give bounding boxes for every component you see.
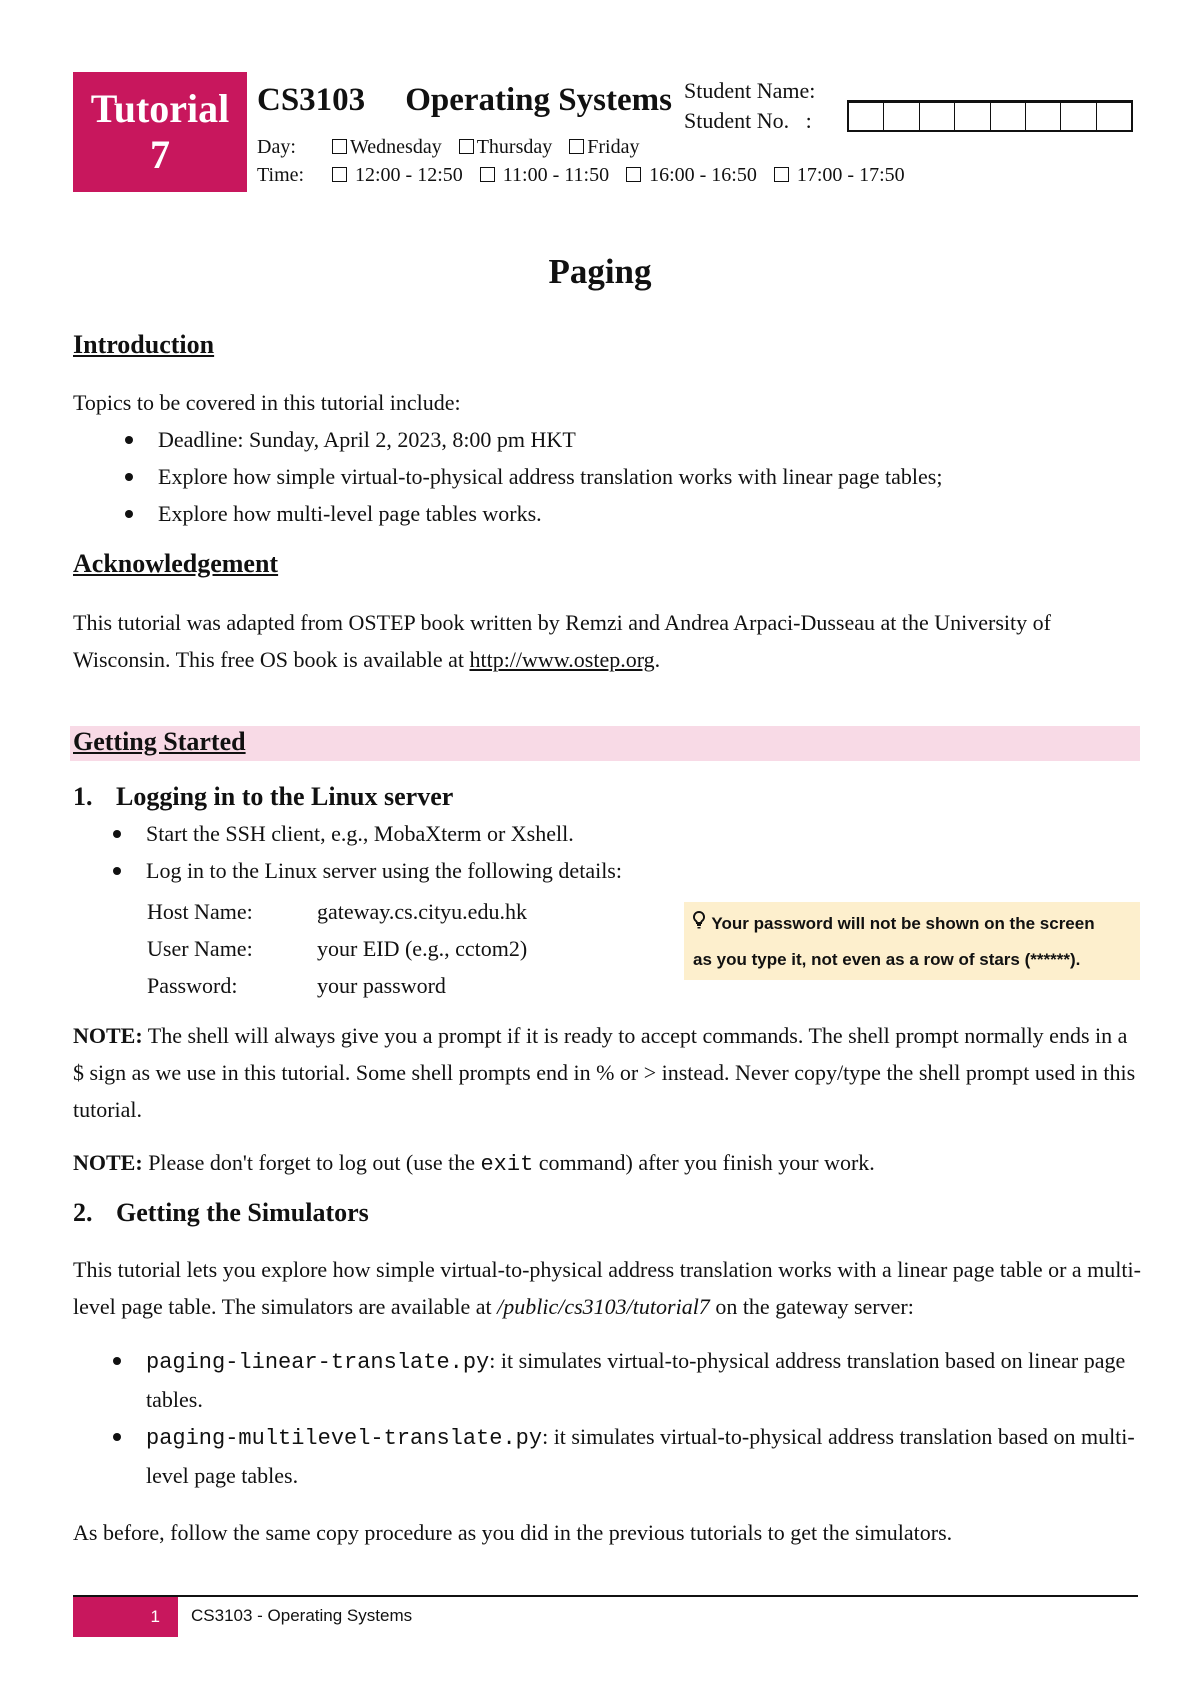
list-item: Log in to the Linux server using the following details: [73,852,1143,889]
host-row: Host Name: gateway.cs.cityu.edu.hk [147,899,527,924]
list-item: Explore how simple virtual-to-physical address translation works with linear page tables; [73,458,1143,495]
lightbulb-icon [693,906,707,942]
password-row: Password: your password [147,973,446,998]
student-no-boxes[interactable] [847,100,1133,132]
simulator-list [73,1342,1143,1494]
time-option-3[interactable]: 16:00 - 16:50 [626,164,757,186]
tutorial-number: 7 [150,132,170,177]
list-item: Explore how multi-level page tables works. [73,495,1143,532]
list-item: Start the SSH client, e.g., MobaXterm or Xshell. [73,815,1143,852]
footer-divider [73,1595,1138,1597]
day-option-thursday[interactable]: Thursday [459,136,553,158]
introduction-lead: Topics to be covered in this tutorial include: [73,390,461,415]
section-2-heading: 2. Getting the Simulators [73,1198,369,1227]
course-code: CS3103 [257,82,366,118]
getting-started-heading: Getting Started [73,727,246,756]
introduction-list [73,421,1143,532]
page-number: 1 [73,1597,178,1637]
tutorial-badge [73,72,247,192]
student-info [684,76,815,136]
time-option-2[interactable]: 11:00 - 11:50 [480,164,609,186]
course-title [257,82,672,119]
day-row [257,136,651,159]
password-tip: Your password will not be shown on the screen as you type it, not even as a row of stars (******). [684,902,1140,980]
day-label: Day: [257,136,296,158]
section-2-closing: As before, follow the same copy procedure as you did in the previous tutorials to get the simulators. [73,1520,953,1545]
time-label: Time: [257,164,305,186]
checkbox-icon[interactable] [480,167,495,182]
checkbox-icon[interactable] [626,167,641,182]
checkbox-icon[interactable] [332,139,347,154]
introduction-heading: Introduction [73,330,215,359]
section-1-list [73,815,1143,889]
checkbox-icon[interactable] [774,167,789,182]
footer-text: CS3103 - Operating Systems [191,1606,413,1625]
page-title: Paging [548,252,652,291]
time-row [257,164,917,187]
note-shell-prompt: NOTE: The shell will always give you a prompt if it is ready to accept commands. The shell prompt normally ends in a $ sign as we use in this tutorial. Some shell prompts end in % or > instead. Never copy/type the shell prompt used in this tutorial. [73,1023,1136,1122]
student-no-label: Student No. : [684,108,812,133]
note-logout: NOTE: Please don't forget to log out (use the exit command) after you finish your work. [73,1150,875,1177]
list-item: Deadline: Sunday, April 2, 2023, 8:00 pm HKT [73,421,1143,458]
course-name: Operating Systems [405,82,672,118]
acknowledgement-heading: Acknowledgement [73,549,279,578]
time-option-1[interactable]: 12:00 - 12:50 [332,164,463,186]
user-row: User Name: your EID (e.g., cctom2) [147,936,528,961]
list-item: paging-linear-translate.py: it simulates virtual-to-physical address translation based on linear page tables. [73,1342,1143,1418]
day-option-friday[interactable]: Friday [569,136,639,158]
day-option-wednesday[interactable]: Wednesday [332,136,442,158]
list-item: paging-multilevel-translate.py: it simulates virtual-to-physical address translation based on multi-level page tables. [73,1418,1143,1494]
acknowledgement-text: This tutorial was adapted from OSTEP book written by Remzi and Andrea Arpaci-Dusseau at the University of Wisconsin. This free OS book is available at http://www.ostep.org. [73,610,1051,672]
section-1-heading: 1. Logging in to the Linux server [73,782,454,811]
login-credentials [147,893,527,1004]
student-name-label: Student Name: [684,78,816,103]
ostep-link[interactable]: http://www.ostep.org [469,647,655,672]
tutorial-word: Tutorial [90,86,230,131]
time-option-4[interactable]: 17:00 - 17:50 [774,164,905,186]
checkbox-icon[interactable] [459,139,474,154]
section-2-intro: This tutorial lets you explore how simple virtual-to-physical address translation works with a linear page table or a multi-level page table. The simulators are available at /public/cs3103/tutorial7 on the gateway server: [73,1257,1141,1319]
checkbox-icon[interactable] [332,167,347,182]
checkbox-icon[interactable] [569,139,584,154]
